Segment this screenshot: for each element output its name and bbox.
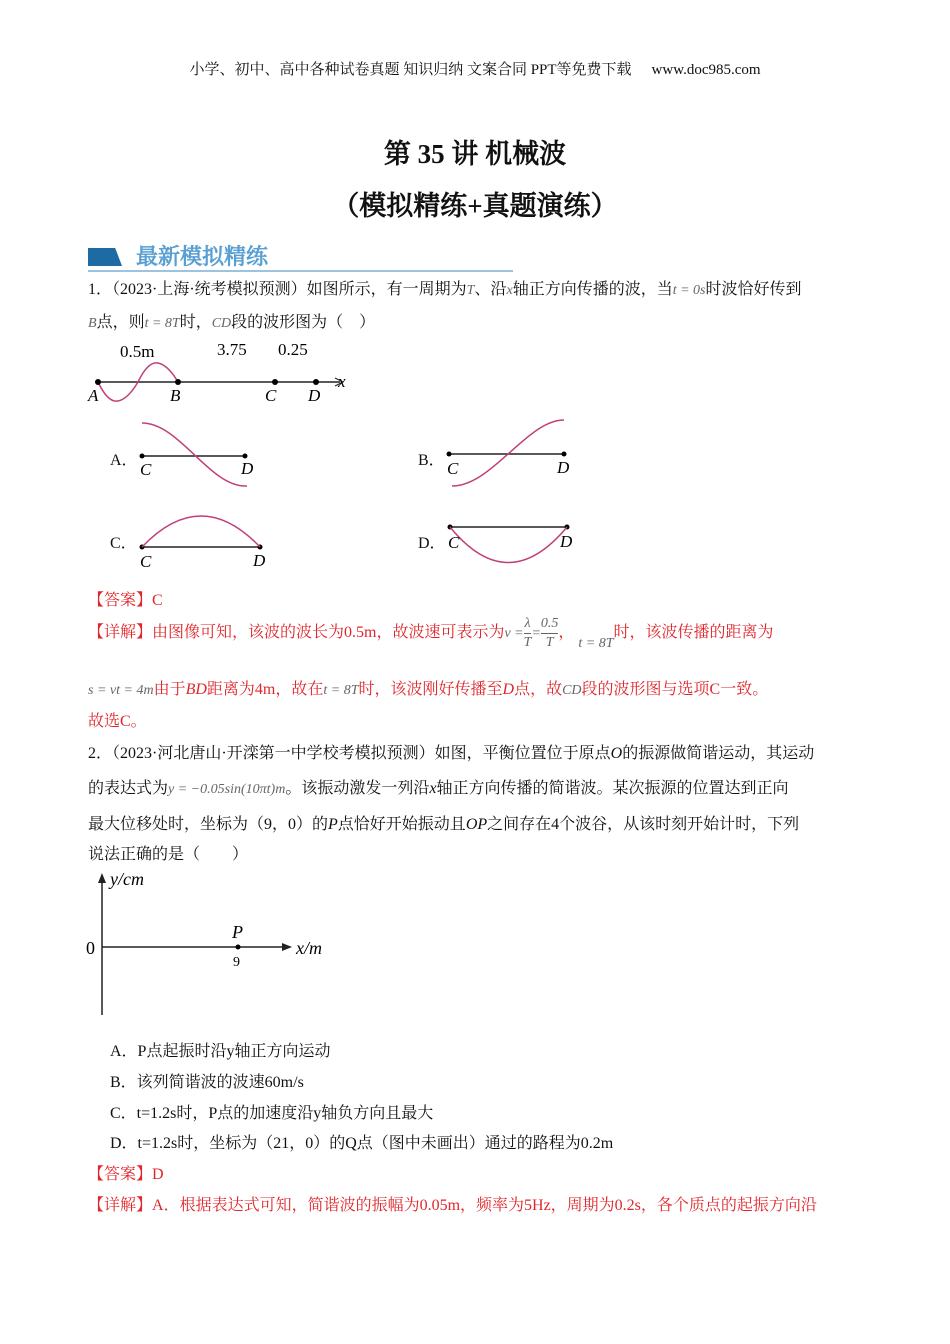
text-q1-line2d: 段的波形图为（ ） xyxy=(231,314,376,331)
svg-text:D: D xyxy=(560,532,573,551)
option-b-figure[interactable] xyxy=(442,416,572,491)
text-q1-line1a: 1．（2023·上海·统考模拟预测）如图所示，有一周期为 xyxy=(88,281,467,298)
text-q1-v: v = xyxy=(504,626,524,642)
text-q1-d2c: 时，该波刚好传播至 xyxy=(358,681,503,698)
text-q2-fig-x: x/m xyxy=(296,938,322,958)
text-q1-eq: = xyxy=(531,626,541,642)
text-q2-fig-P: P xyxy=(232,922,243,942)
svg-text:C: C xyxy=(448,533,460,552)
q2-option-a[interactable]: A．P点起振时沿y轴正方向运动 xyxy=(110,1043,331,1060)
text-q1-cd: CD xyxy=(211,316,232,331)
text-q2-detail: A．根据表达式可知，简谐波的振幅为0.05m，频率为5Hz，周期为0.2s，各个质点的起振方向沿 xyxy=(152,1197,817,1214)
text-q1-t0: t = 0s xyxy=(672,283,706,298)
text-q1-line1b: 、沿 xyxy=(474,281,507,298)
q2-line1 xyxy=(88,740,814,763)
svg-text:D: D xyxy=(557,458,570,477)
svg-text:C: C xyxy=(140,552,152,571)
svg-text:C: C xyxy=(447,459,459,478)
text-q1-Tt: T xyxy=(545,635,554,650)
text-q1-detail_label: 【详解】 xyxy=(88,624,153,642)
q2-line4: 说法正确的是（ ） xyxy=(88,846,249,863)
svg-text:D: D xyxy=(241,459,254,478)
text-q2-fig-o: 0 xyxy=(86,938,95,958)
q1-answer xyxy=(88,587,163,610)
text-q1-d1: 由图像可知，该波的波长为0.5m，故波速可表示为 xyxy=(152,624,505,642)
q2-answer xyxy=(88,1161,164,1184)
text-q2-l1a: 2．（2023·河北唐山·开滦第一中学校考模拟预测）如图，平衡位置位于原点 xyxy=(88,745,611,762)
text-q1-fig-B: B xyxy=(170,386,181,405)
q2-detail xyxy=(88,1192,817,1215)
text-q1-line2c: 时， xyxy=(179,314,212,331)
page-header xyxy=(0,58,950,79)
text-q1-answer: C xyxy=(152,592,163,609)
label-025: 0.25 xyxy=(278,340,308,359)
header-url[interactable]: www.doc985.com xyxy=(651,62,761,78)
text-q2-l2b: 。该振动激发一列沿 xyxy=(285,780,430,797)
section-title: 最新模拟精练 xyxy=(136,244,269,269)
label-375: 3.75 xyxy=(217,340,247,359)
text-q1-Dp: D xyxy=(502,681,515,698)
text-q1-half: 0.5 xyxy=(541,615,559,634)
text-q1-line2a: B xyxy=(88,316,97,331)
text-q2-expr: y = −0.05sin(10πt)m xyxy=(168,782,286,797)
text-q1-t8: t = 8T xyxy=(144,316,180,331)
q1-figure xyxy=(85,335,365,410)
text-q2-answer_label: 【答案】 xyxy=(88,1166,153,1183)
text-q1-fig-A: A xyxy=(88,386,99,405)
text-q1-line1d: 时波恰好传到 xyxy=(705,281,802,298)
header-text: 小学、初中、高中各种试卷真题 知识归纳 文案合同 PPT等免费下载 xyxy=(189,62,632,78)
option-a-figure[interactable] xyxy=(135,418,260,490)
page-subtitle: （模拟精练+真题演练） xyxy=(332,191,618,221)
text-q2-OP: OP xyxy=(465,816,488,833)
svg-text:C: C xyxy=(140,460,152,479)
text-q2-l3a: 最大位移处时，坐标为（9，0）的 xyxy=(88,816,329,833)
text-q1-answer_label: 【答案】 xyxy=(88,592,153,609)
q2-option-d[interactable]: D．t=1.2s时，坐标为（21，0）的Q点（图中未画出）通过的路程为0.2m xyxy=(110,1135,614,1152)
text-q2-l1b: 的振源做简谐运动，其运动 xyxy=(622,745,815,762)
text-q2-l2a: 的表达式为 xyxy=(88,780,169,797)
text-q2-l2c: 轴正方向传播的简谐波。某次振源的位置达到正向 xyxy=(436,780,789,797)
text-q1-d2d: 点，故 xyxy=(514,681,563,698)
text-q1-T: T xyxy=(466,283,475,298)
text-q2-fig-nine: 9 xyxy=(233,955,240,970)
text-q2-fig-y: y/cm xyxy=(110,869,144,889)
text-q1-line1c: 轴正方向传播的波，当 xyxy=(512,281,673,298)
svg-text:D: D xyxy=(253,551,266,570)
text-q2-O: O xyxy=(610,745,623,762)
option-a-label[interactable]: A． xyxy=(110,452,138,469)
text-q1-Tt: T xyxy=(523,635,532,650)
text-q1-cd2: CD xyxy=(562,683,582,698)
text-q1-fig-C: C xyxy=(265,386,277,405)
q1-detail-line3: 故选C。 xyxy=(88,713,147,730)
text-q2-l3c: 之间存在4个波谷，从该时刻开始计时，下列 xyxy=(487,816,800,833)
text-q2-detail_label: 【详解】 xyxy=(88,1197,153,1214)
q2-line2 xyxy=(88,775,788,798)
text-q1-fig-x: x xyxy=(338,372,346,391)
q2-line3 xyxy=(88,811,799,834)
text-q2-x: x xyxy=(429,780,437,797)
q1-detail-line1 xyxy=(88,615,774,652)
option-c-figure[interactable] xyxy=(135,500,270,572)
text-q1-d2a: 由于 xyxy=(153,681,186,698)
option-d-figure[interactable] xyxy=(442,518,577,573)
text-q1-s: s = vt = 4m xyxy=(88,683,154,698)
text-q2-l3b: 点恰好开始振动且 xyxy=(337,816,466,833)
text-q1-fig-D: D xyxy=(308,386,321,405)
q1-detail-line2 xyxy=(88,676,768,699)
q2-figure xyxy=(82,865,342,1020)
q2-option-c[interactable]: C．t=1.2s时，P点的加速度沿y轴负方向且最大 xyxy=(110,1105,434,1122)
text-q1-d2b: 距离为4m，故在 xyxy=(206,681,324,698)
q2-option-b[interactable]: B．该列简谐波的波速60m/s xyxy=(110,1074,304,1091)
text-q1-lam: λ xyxy=(524,615,532,634)
text-q1-comma: ， xyxy=(558,624,575,642)
text-q2-answer: D xyxy=(152,1166,164,1183)
text-q1-x: x xyxy=(506,283,513,298)
page-title: 第 35 讲 机械波 xyxy=(383,139,567,169)
label-05m: 0.5m xyxy=(120,342,155,361)
text-q1-t8c: t = 8T xyxy=(323,683,359,698)
option-b-label[interactable]: B． xyxy=(418,452,445,469)
option-c-label[interactable]: C． xyxy=(110,535,137,552)
q1-line2 xyxy=(88,309,375,332)
banner-block xyxy=(88,248,122,266)
text-q2-P: P xyxy=(328,816,338,833)
text-q1-d2e: 段的波形图与选项C一致。 xyxy=(581,681,769,698)
section-banner xyxy=(88,242,513,272)
q1-line1 xyxy=(88,276,802,299)
option-d-label[interactable]: D． xyxy=(418,535,446,552)
text-q1-d1b: 时，该波传播的距离为 xyxy=(613,624,774,642)
text-q1-line2b: 点，则 xyxy=(96,314,145,331)
text-q1-BD: BD xyxy=(185,681,207,698)
text-q1-t8b: t = 8T xyxy=(578,636,614,652)
